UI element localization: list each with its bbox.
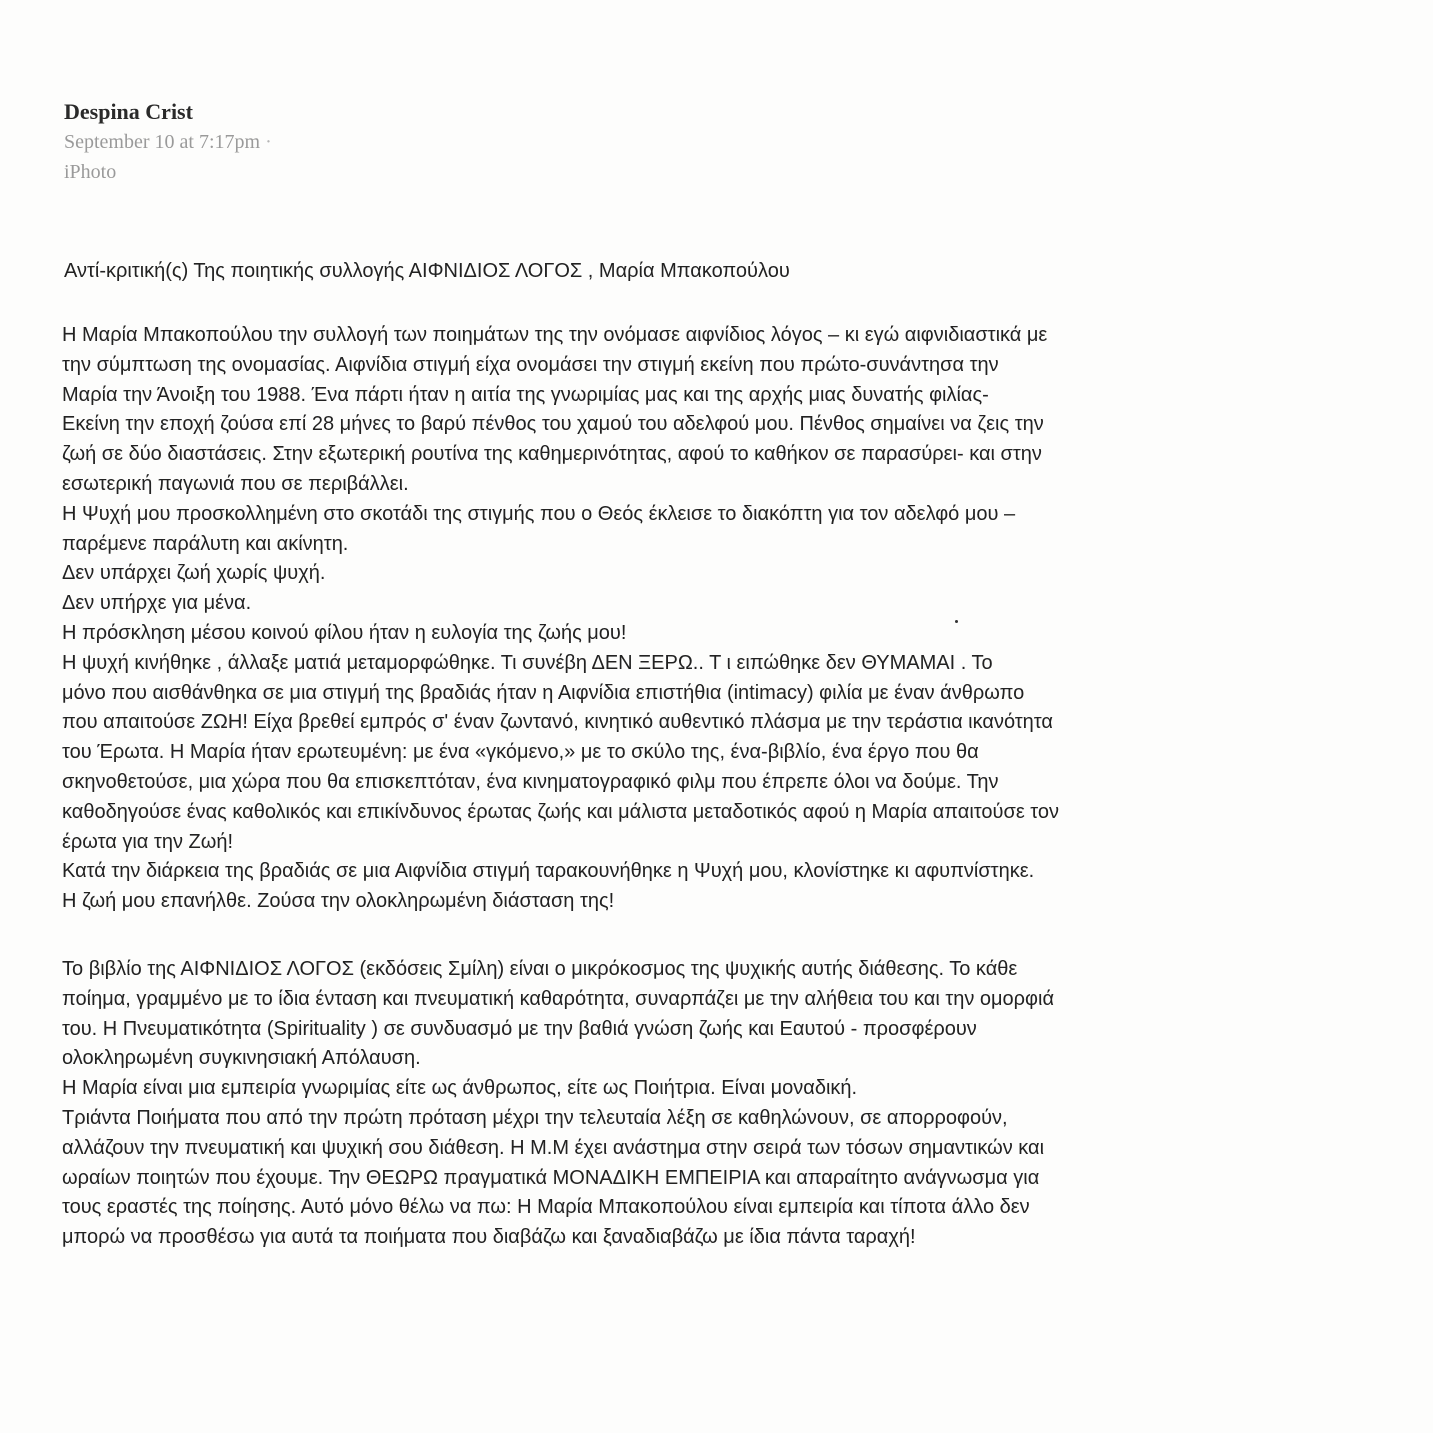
post-source: iPhoto	[64, 161, 117, 183]
text-line: Εκείνη την εποχή ζούσα επί 28 μήνες το βαρύ πένθος του χαμού του αδελφού μου. Πένθος σημαίνει να ζεις την	[62, 413, 1044, 436]
post-header	[64, 97, 272, 187]
text-line: τους εραστές της ποίησης. Αυτό μόνο θέλω να πω: Η Μαρία Μπακοπούλου είναι εμπειρία και τίποτα άλλο δεν	[62, 1196, 1030, 1219]
post-timestamp-line	[64, 127, 272, 157]
text-line: αλλάζουν την πνευματική και ψυχική σου διάθεση. Η Μ.Μ έχει ανάστημα στην σειρά των τόσων σημαντικών και	[62, 1136, 1045, 1159]
scan-speck	[955, 620, 958, 623]
text-line: που απαιτούσε ΖΩΗ! Είχα βρεθεί εμπρός σ' έναν ζωντανό, κινητικό αυθεντικό πλάσμα με την τεράστια ικανότητα	[62, 711, 1053, 734]
paragraph-1	[62, 321, 1302, 917]
text-line: ποίημα, γραμμένο με το ίδια ένταση και πνευματική καθαρότητα, συναρπάζει με την αλήθεια του και την ομορφιά	[62, 987, 1055, 1010]
text-line: του Έρωτα. Η Μαρία ήταν ερωτευμένη: με ένα «γκόμενο,» με το σκύλο της, ένα-βιβλίο, ένα έργο που θα	[62, 741, 979, 764]
document-title: Αντί-κριτική(ς) Της ποιητικής συλλογής ΑΙΦΝΙΔΙΟΣ ΛΟΓΟΣ , Μαρία Μπακοπούλου	[64, 260, 790, 282]
text-line: Κατά την διάρκεια της βραδιάς σε μια Αιφνίδια στιγμή ταρακουνήθηκε η Ψυχή μου, κλονίστηκε κι αφυπνίστηκε.	[62, 860, 1035, 883]
text-line: ωραίων ποιητών που έχουμε. Την ΘΕΩΡΩ πραγματικά ΜΟΝΑΔΙΚΗ ΕΜΠΕΙΡΙΑ και απαραίτητο ανάγνωσμα για	[62, 1166, 1040, 1189]
text-line: την σύμπτωση της ονομασίας. Αιφνίδια στιγμή είχα ονομάσει την στιγμή εκείνη που πρώτο-συνάντησα την	[62, 353, 999, 376]
text-line: Η Ψυχή μου προσκολλημένη στο σκοτάδι της στιγμής που ο Θεός έκλεισε το διακόπτη για τον αδελφό μου –	[62, 502, 1016, 525]
text-line: Το βιβλίο της ΑΙΦΝΙΔΙΟΣ ΛΟΓΟΣ (εκδόσεις Σμίλη) είναι ο μικρόκοσμος της ψυχικής αυτής διάθεσης. Το κάθε	[62, 958, 1018, 980]
author-name: Despina Crist	[64, 99, 193, 124]
text-line: Μαρία την Άνοιξη του 1988. Ένα πάρτι ήταν η αιτία της γνωριμίας μας και της αρχής μιας δυνατής φιλίας-	[62, 383, 989, 406]
text-line: του. Η Πνευματικότητα (Spirituality ) σε συνδυασμό με την βαθιά γνώση ζωής και Εαυτού - προσφέρουν	[62, 1017, 977, 1040]
text-line: ολοκληρωμένη συγκινησιακή Απόλαυση.	[62, 1047, 421, 1070]
text-line: μπορώ να προσθέσω για αυτά τα ποιήματα που διαβάζω και ξαναδιαβάζω με ίδια πάντα ταραχή!	[62, 1226, 916, 1249]
timestamp-separator: ·	[265, 131, 272, 153]
text-line: Η Μαρία είναι μια εμπειρία γνωριμίας είτε ως άνθρωπος, είτε ως Ποιήτρια. Είναι μοναδική.	[62, 1077, 858, 1100]
paragraph-2	[62, 955, 1302, 1253]
post-timestamp: September 10 at 7:17pm	[64, 131, 261, 153]
text-line: σκηνοθετούσε, μια χώρα που θα επισκεπτόταν, ένα κινηματογραφικό φιλμ που έπρεπε όλοι να δούμε. Την	[62, 770, 999, 793]
text-line: Τριάντα Ποιήματα που από την πρώτη πρόταση μέχρι την τελευταία λέξη σε καθηλώνουν, σε απορροφούν,	[62, 1106, 1008, 1129]
text-line: Η ψυχή κινήθηκε , άλλαξε ματιά μεταμορφώθηκε. Τι συνέβη ΔΕΝ ΞΕΡΩ.. Τ ι ειπώθηκε δεν ΘΥΜΑΜΑΙ . Το	[62, 651, 993, 674]
text-line: ζωή σε δύο διαστάσεις. Στην εξωτερική ρουτίνα της καθημερινότητας, αφού το καθήκον σε παρασύρει- και στην	[62, 443, 1042, 466]
text-line: εσωτερική παγωνιά που σε περιβάλλει.	[62, 472, 409, 495]
text-line: καθοδηγούσε ένας καθολικός και επικίνδυνος έρωτας ζωής και μάλιστα μεταδοτικός αφού η Μαρία απαιτούσε τον	[62, 800, 1060, 823]
text-line: Η ζωή μου επανήλθε. Ζούσα την ολοκληρωμένη διάσταση της!	[62, 890, 615, 913]
text-line: μόνο που αισθάνθηκα σε μια στιγμή της βραδιάς ήταν η Αιφνίδια επιστήθια (intimacy) φιλία με έναν άνθρωπο	[62, 681, 1025, 704]
text-line: έρωτα για την Ζωή!	[62, 830, 234, 853]
text-line: Δεν υπάρχει ζωή χωρίς ψυχή.	[62, 562, 326, 585]
text-line: παρέμενε παράλυτη και ακίνητη.	[62, 532, 349, 555]
text-line: Δεν υπήρχε για μένα.	[62, 592, 252, 615]
text-line: Η πρόσκληση μέσου κοινού φίλου ήταν η ευλογία της ζωής μου!	[62, 621, 627, 644]
text-line: Η Μαρία Μπακοπούλου την συλλογή των ποιημάτων της την ονόμασε αιφνίδιος λόγος – κι εγώ αιφνιδιαστικά με	[62, 324, 1048, 346]
